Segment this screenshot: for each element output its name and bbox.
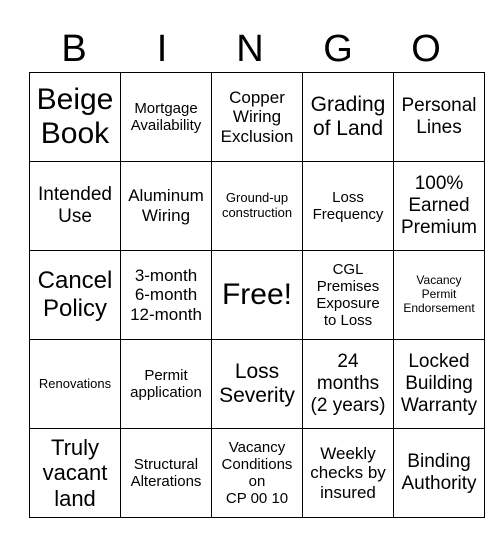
bingo-board (29, 72, 478, 514)
bingo-cell[interactable] (121, 73, 212, 162)
bingo-cell[interactable] (394, 251, 485, 340)
grid-row (30, 251, 485, 340)
cell-label: 24 months (2 years) (310, 351, 386, 416)
cell-label: Beige Book (36, 82, 114, 150)
bingo-cell[interactable] (30, 73, 121, 162)
bingo-cell[interactable] (212, 340, 303, 429)
cell-label: Aluminum Wiring (128, 186, 204, 225)
cell-label: Ground-up construction (221, 190, 293, 220)
bingo-cell[interactable] (30, 162, 121, 251)
cell-label: Truly vacant land (42, 435, 108, 511)
cell-label: Vacancy Conditions on CP 00 10 (221, 438, 293, 508)
cell-label: Weekly checks by insured (310, 443, 386, 502)
cell-label: Structural Alterations (130, 455, 202, 490)
cell-label: Loss Frequency (312, 188, 384, 223)
cell-label: Copper Wiring Exclusion (220, 87, 294, 146)
header-letter-n: N (236, 28, 264, 70)
cell-label: Mortgage Availability (130, 99, 202, 134)
bingo-cell[interactable] (394, 429, 485, 518)
bingo-cell[interactable] (121, 251, 212, 340)
bingo-cell[interactable] (394, 73, 485, 162)
bingo-header (30, 24, 470, 74)
grid-row (30, 340, 485, 429)
bingo-cell[interactable] (30, 429, 121, 518)
grid-row (30, 162, 485, 251)
cell-label: Intended Use (38, 184, 112, 227)
bingo-cell[interactable] (121, 340, 212, 429)
header-letter-b: B (61, 28, 87, 70)
bingo-cell[interactable] (394, 162, 485, 251)
header-letter-g: G (323, 28, 353, 70)
bingo-cell[interactable] (303, 429, 394, 518)
bingo-cell[interactable] (303, 340, 394, 429)
cell-label: Loss Severity (219, 359, 295, 407)
bingo-cell[interactable] (30, 251, 121, 340)
cell-label: Permit application (130, 366, 202, 401)
cell-label: 100% Earned Premium (400, 173, 477, 238)
bingo-cell[interactable] (121, 429, 212, 518)
bingo-cell[interactable] (121, 162, 212, 251)
bingo-cell[interactable] (303, 162, 394, 251)
bingo-cell[interactable] (394, 340, 485, 429)
bingo-grid (29, 72, 485, 518)
grid-row (30, 73, 485, 162)
free-space-cell[interactable] (212, 251, 303, 340)
cell-label: Locked Building Warranty (400, 351, 478, 416)
cell-label: 3-month 6-month 12-month (130, 265, 202, 324)
cell-label: Grading of Land (310, 92, 386, 140)
cell-label: Renovations (38, 375, 112, 391)
bingo-cell[interactable] (30, 340, 121, 429)
cell-label: Free! (221, 277, 293, 311)
header-letter-o: O (411, 28, 441, 70)
cell-label: Personal Lines (401, 95, 477, 138)
bingo-cell[interactable] (303, 73, 394, 162)
grid-row (30, 429, 485, 518)
bingo-cell[interactable] (212, 162, 303, 251)
bingo-cell[interactable] (303, 251, 394, 340)
bingo-cell[interactable] (212, 73, 303, 162)
cell-label: Binding Authority (401, 451, 477, 494)
header-letter-i: I (156, 28, 168, 70)
cell-label: Cancel Policy (37, 267, 113, 322)
cell-label: Vacancy Permit Endorsement (403, 273, 475, 315)
bingo-cell[interactable] (212, 429, 303, 518)
cell-label: CGL Premises Exposure to Loss (316, 260, 380, 330)
